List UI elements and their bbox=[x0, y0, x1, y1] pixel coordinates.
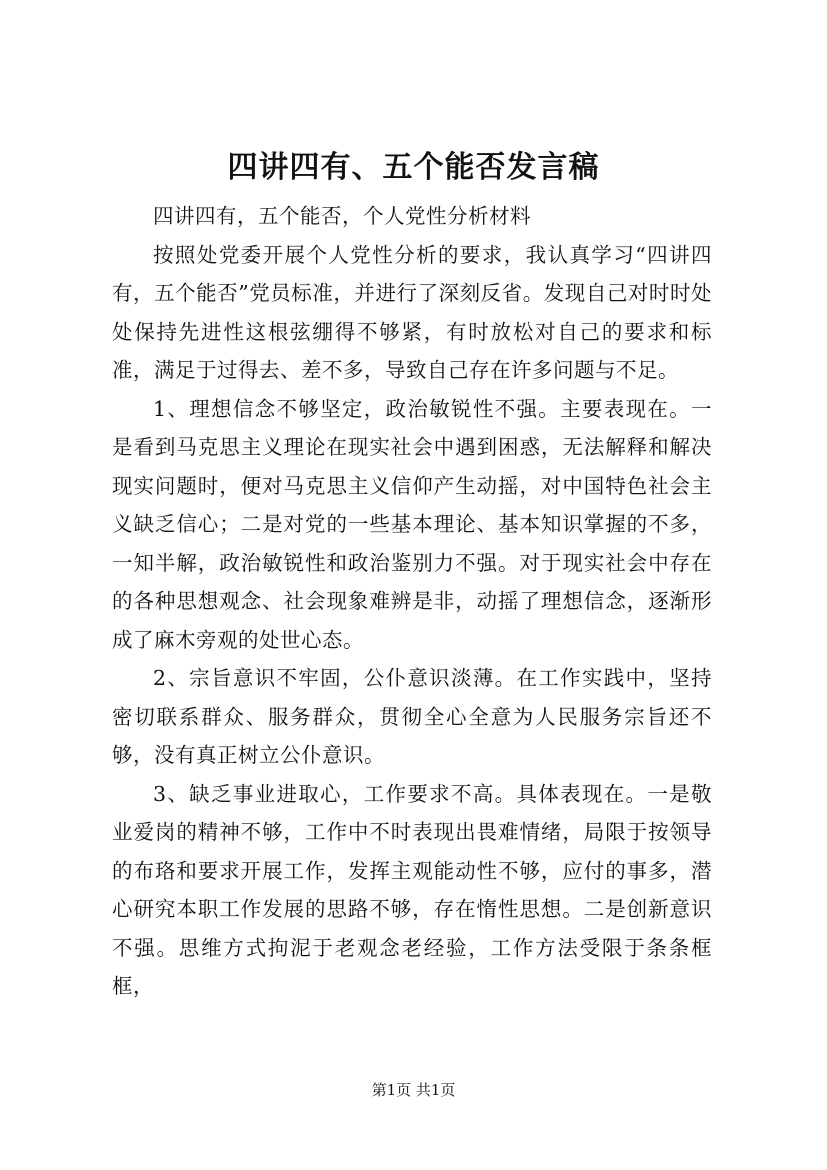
paragraph-subtitle: 四讲四有，五个能否，个人党性分析材料 bbox=[153, 204, 531, 228]
paragraph-intro: 按照处党委开展个人党性分析的要求，我认真学习“四讲四有，五个能否”党员标准，并进行了深刻反省。发现自己对时时处处保持先进性这根弦绷得不够紧，有时放松对自己的要求和标准，满足于过得去、差不多，导致自己存在许多问题与不足。 bbox=[112, 242, 712, 382]
paragraph-point-2: 2、宗旨意识不牢固，公仆意识淡薄。在工作实践中，坚持密切联系群众、服务群众，贯彻全心全意为人民服务宗旨还不够，没有真正树立公仆意识。 bbox=[112, 666, 712, 767]
document-body bbox=[112, 197, 712, 1006]
page-footer: 第1页 共1页 bbox=[371, 1081, 456, 1099]
document-title: 四讲四有、五个能否发言稿 bbox=[227, 150, 600, 185]
paragraph-point-1: 1、理想信念不够坚定，政治敏锐性不强。主要表现在。一是看到马克思主义理论在现实社会中遇到困惑，无法解释和解决现实问题时，便对马克思主义信仰产生动摇，对中国特色社会主义缺乏信心；二是对党的一些基本理论、基本知识掌握的不多，一知半解，政治敏锐性和政治鉴别力不强。对于现实社会中存在的各种思想观念、社会现象难辨是非，动摇了理想信念，逐渐形成了麻木旁观的处世心态。 bbox=[112, 396, 712, 652]
paragraph-point-3: 3、缺乏事业进取心，工作要求不高。具体表现在。一是敬业爱岗的精神不够，工作中不时表现出畏难情绪，局限于按领导的布珞和要求开展工作，发挥主观能动性不够，应付的事多，潜心研究本职工作发展的思路不够，存在惰性思想。二是创新意识不强。思维方式拘泥于老观念老经验，工作方法受限于条条框框， bbox=[112, 781, 712, 998]
